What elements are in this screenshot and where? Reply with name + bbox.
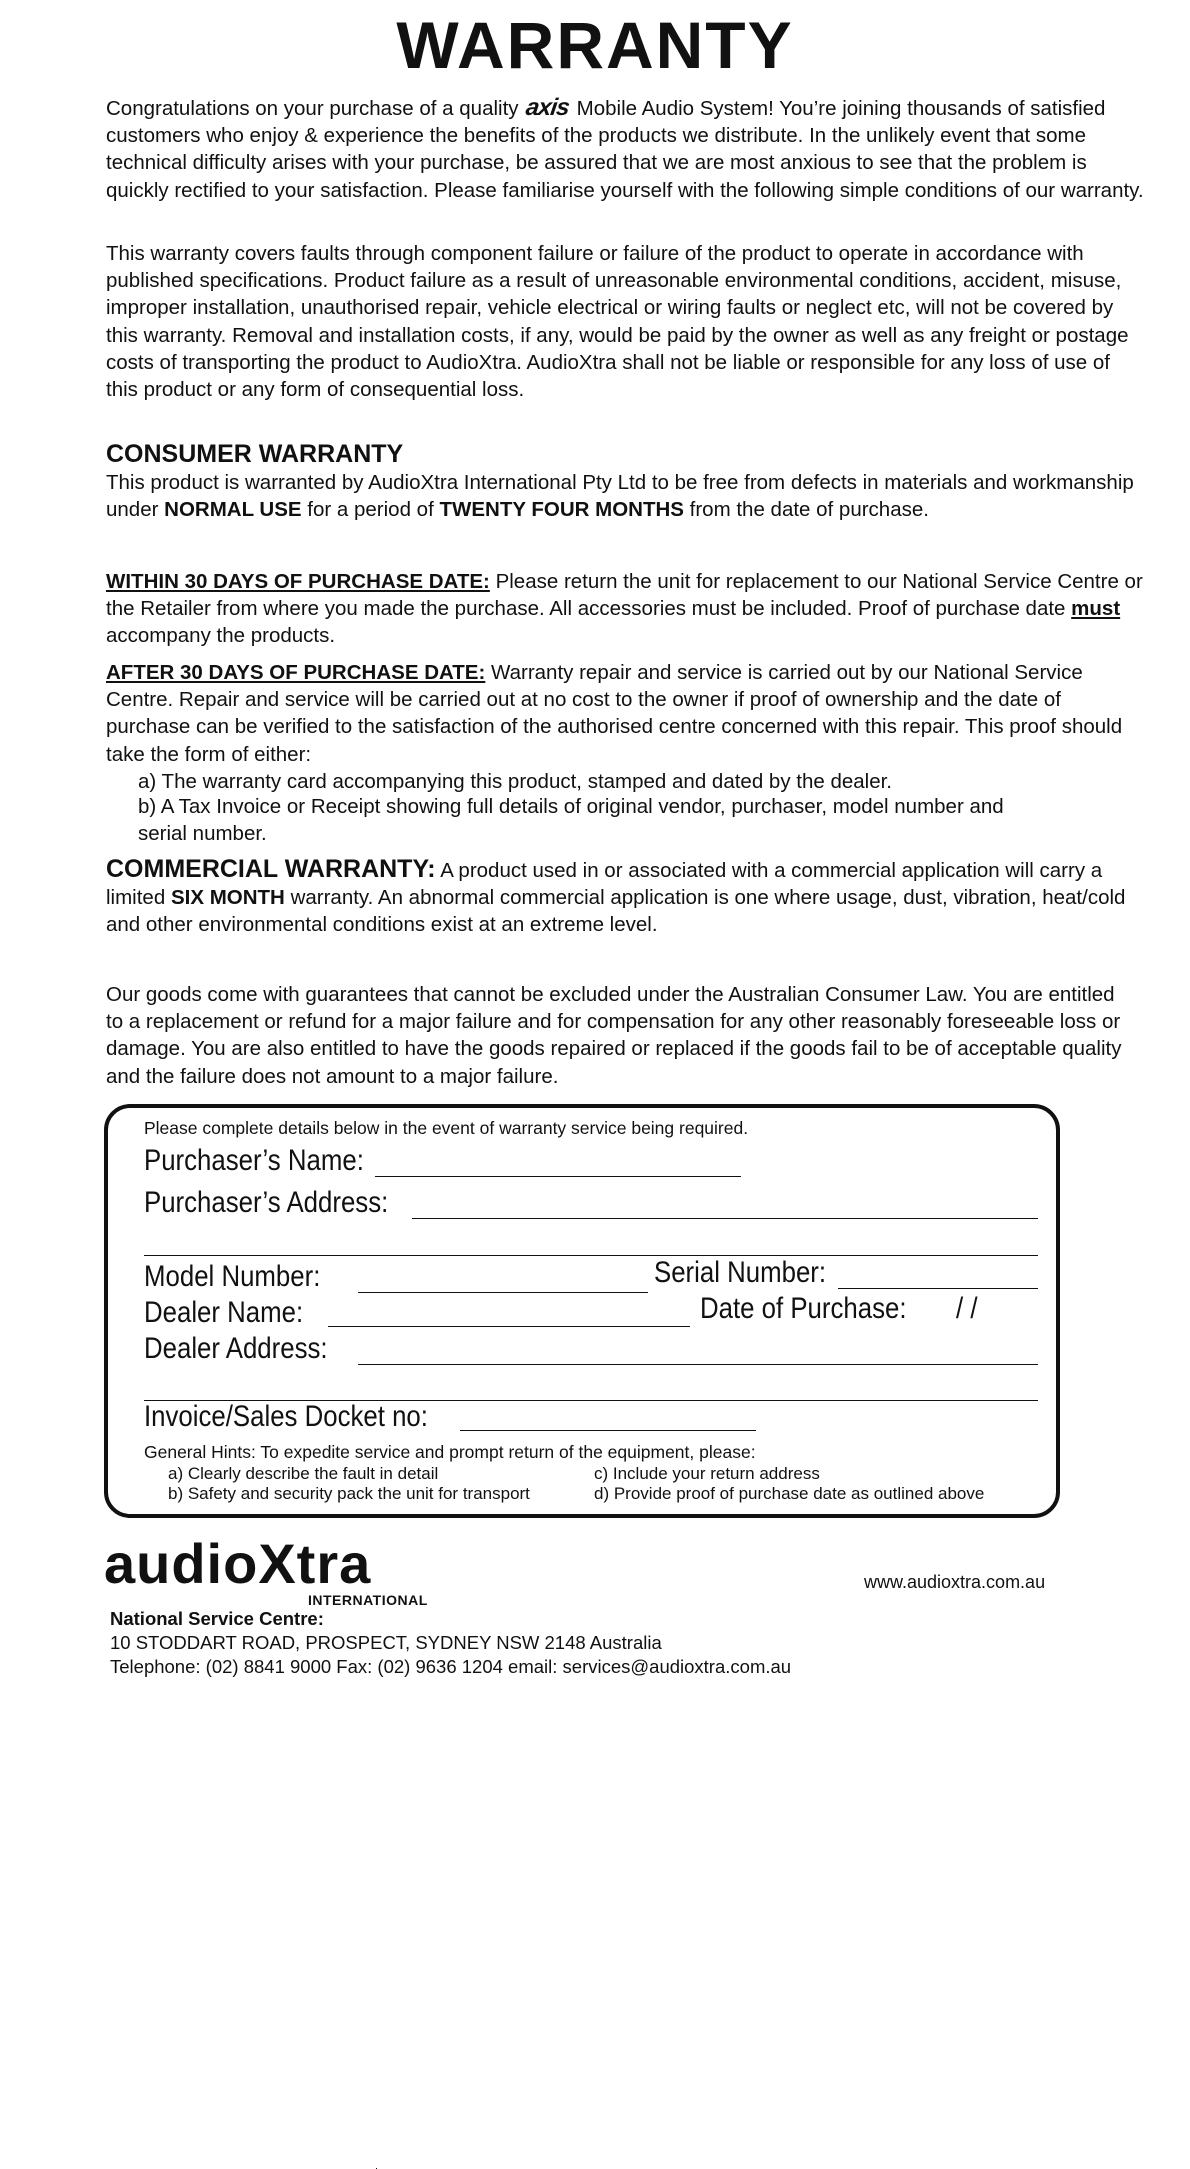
purchaser-address-field[interactable] [412,1218,1038,1219]
commercial-text-1: A product used in or associated with a commercial application will carry a limited [106,859,1103,910]
purchaser-address-label: Purchaser’s Address: [144,1186,389,1219]
commercial-heading: COMMERCIAL WARRANTY: [106,855,436,883]
hint-d: d) Provide proof of purchase date as outlined above [594,1484,985,1503]
consumer-period: TWENTY FOUR MONTHS [439,498,684,522]
dealer-name-label: Dealer Name: [144,1296,304,1329]
commercial-text-2: warranty. An abnormal commercial application is one where usage, dust, vibration, heat/cold and other environmental conditions exist at an extreme level. [106,886,1126,937]
service-centre-label: National Service Centre: [110,1608,324,1629]
consumer-section [106,441,1146,524]
consumer-text-3: from the date of purchase. [689,498,929,522]
hint-b: b) Safety and security pack the unit for transport [168,1484,530,1503]
within-text-2: accompany the products. [106,624,336,648]
dealer-name-field[interactable] [328,1326,690,1327]
after-text: Warranty repair and service is carried out by our National Service Centre. Repair and service will be carried out at no cost to the owner if proof of ownership and the date of purchase can be verified to the satisfaction of the authorised centre concerned with this repair. This proof should take the form of either: [106,661,1123,766]
commercial-section [106,856,1146,939]
within-30-days-paragraph [106,568,1146,650]
intro-paragraph [106,94,1146,204]
intro-text-end: Mobile Audio System! You’re joining thousands of satisfied customers who enjoy & experience the benefits of the products we distribute. In the unlikely event that some technical difficulty arises with your purchase, be assured that we are most anxious to see that the problem is quickly rectified to your satisfaction. Please familiarise yourself with the following simple conditions of our warranty. [106,97,1144,202]
form-intro: Please complete details below in the event of warranty service being required. [144,1118,749,1138]
acl-paragraph: Our goods come with guarantees that cannot be excluded under the Australian Consumer Law. You are entitled to a replacement or refund for a major failure and for compensation for any other reasonably foreseeable loss or damage. You are also entitled to have the goods repaired or replaced if the goods fail to be of acceptable quality and the failure does not amount to a major failure. [106,983,1122,1088]
purchaser-name-label: Purchaser’s Name: [144,1144,364,1177]
option-b: b) A Tax Invoice or Receipt showing full details of original vendor, purchaser, model number and serial number. [138,795,1004,846]
after-30-days-label: AFTER 30 DAYS OF PURCHASE DATE: [106,661,486,684]
audioxtra-logo-text: audioXtra [104,1532,372,1595]
coverage-paragraph: This warranty covers faults through component failure or failure of the product to operate in accordance with published specifications. Product failure as a result of unreasonable environmental conditions, accident, misuse, improper installation, unauthorised repair, vehicle electrical or wiring faults or neglect etc, will not be covered by this warranty. Removal and installation costs, if any, would be paid by the owner as well as any freight or postage costs of transporting the product to AudioXtra. AudioXtra shall not be liable or responsible for any loss of use of this product or any form of consequential loss. [106,242,1129,402]
dealer-address-field[interactable] [358,1364,1038,1365]
website-link[interactable]: www.audioxtra.com.au [864,1572,1046,1592]
hint-a: a) Clearly describe the fault in detail [168,1464,439,1483]
service-centre-address: 10 STODDART ROAD, PROSPECT, SYDNEY NSW 2148 Australia [110,1632,662,1653]
consumer-text-2: for a period of [307,498,434,522]
purchaser-address-field-2[interactable] [144,1255,1038,1256]
serial-number-label: Serial Number: [654,1256,827,1289]
audioxtra-logo [104,1532,428,1608]
warranty-form [104,1104,1060,1518]
serial-number-field[interactable] [838,1288,1038,1289]
model-number-label: Model Number: [144,1260,321,1293]
invoice-field[interactable] [460,1430,756,1431]
must-emphasis: must [1071,597,1121,621]
model-number-field[interactable] [358,1292,648,1293]
date-of-purchase-label: Date of Purchase: [700,1292,907,1325]
within-30-days-label: WITHIN 30 DAYS OF PURCHASE DATE: [106,570,490,593]
option-a: a) The warranty card accompanying this product, stamped and dated by the dealer. [138,769,893,793]
normal-use: NORMAL USE [164,498,302,522]
audioxtra-logo-subtitle: INTERNATIONAL [308,1592,428,1608]
consumer-heading: CONSUMER WARRANTY [106,440,404,468]
purchaser-name-field[interactable] [375,1176,741,1177]
within-text-1: Please return the unit for replacement to our National Service Centre or the Retailer from where you made the purchase. All accessories must be included. Proof of purchase date [106,570,1143,621]
after-30-days-paragraph [106,659,1146,795]
page-title: WARRANTY [396,8,794,82]
dealer-address-label: Dealer Address: [144,1332,328,1365]
service-centre-contact: Telephone: (02) 8841 9000 Fax: (02) 9636 1204 email: services@audioxtra.com.au [110,1656,792,1677]
commercial-period: SIX MONTH [170,886,285,910]
general-hints-title: General Hints: To expedite service and prompt return of the equipment, please: [144,1442,756,1462]
axis-brand-logo: axis [524,94,571,121]
date-of-purchase-field[interactable]: / / [956,1292,978,1325]
hint-c: c) Include your return address [594,1464,820,1483]
invoice-label: Invoice/Sales Docket no: [144,1400,428,1433]
consumer-text-1: This product is warranted by AudioXtra International Pty Ltd to be free from defects in materials and workmanship under [106,471,1134,522]
intro-text-start: Congratulations on your purchase of a quality [106,97,519,120]
